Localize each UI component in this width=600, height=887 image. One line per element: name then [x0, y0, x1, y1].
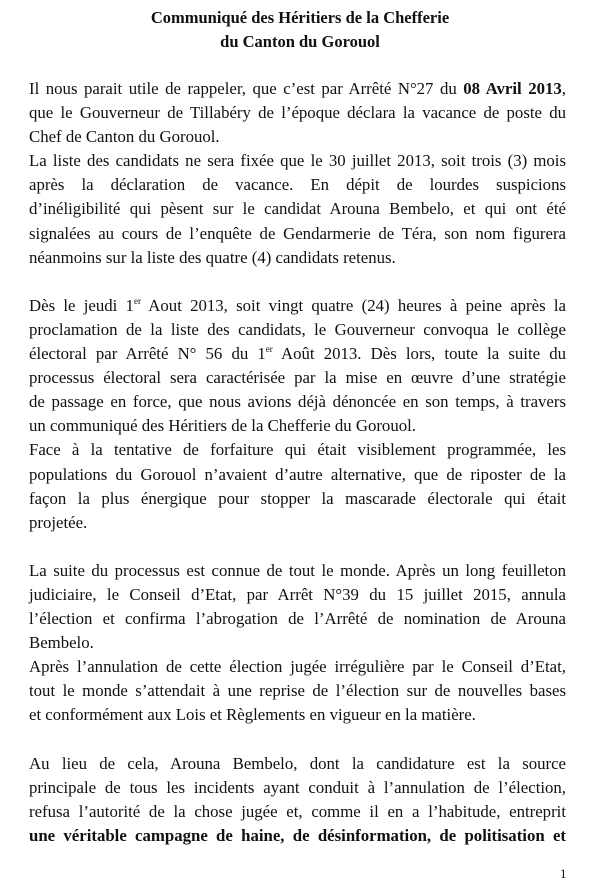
title-line-1: Communiqué des Héritiers de la Chefferie	[150, 8, 450, 27]
paragraph-gap	[29, 535, 566, 559]
text-line: façon la plus énergique pour stopper la mascarade électorale qui était	[29, 488, 566, 508]
text-span: Aout 2013, soit vingt quatre (24) heures à peine après la	[140, 295, 566, 315]
paragraph-2	[29, 294, 566, 535]
text-line: proclamation de la liste des candidats, le Gouverneur convoqua le collège	[29, 319, 566, 339]
text-line: La suite du processus est connue de tout le monde. Après un long feuilleton	[29, 560, 566, 580]
text-line: refusa l’autorité de la chose jugée et, comme il en a l’habitude, entreprit	[29, 801, 566, 821]
text-line: l’élection et confirma l’abrogation de l’Arrêté de nomination de Arouna	[29, 609, 566, 629]
text-line: néanmoins sur la liste des quatre (4) candidats retenus.	[29, 247, 396, 267]
text-line: projetée.	[29, 512, 88, 532]
text-line: après la déclaration de vacance. En dépit de lourdes suspicions	[29, 175, 566, 195]
text-line: principale de tous les incidents ayant conduit à l’annulation de l’élection,	[29, 777, 566, 797]
text-line	[29, 77, 566, 101]
text-line	[29, 294, 566, 318]
paragraph-3	[29, 559, 566, 728]
text-span: ,	[561, 79, 566, 98]
text-line: Au lieu de cela, Arouna Bembelo, dont la candidature est la source	[29, 753, 566, 773]
text-span: Août 2013. Dès lors, toute la suite du	[272, 344, 566, 364]
paragraph-gap	[29, 728, 566, 752]
document-title	[0, 6, 600, 54]
text-line: et conformément aux Lois et Règlements en vigueur en la matière.	[29, 705, 476, 725]
text-span: électoral par Arrêté N° 56 du 1	[29, 344, 266, 364]
text-line: un communiqué des Héritiers de la Chefferie du Gorouol.	[29, 416, 416, 436]
paragraph-gap	[29, 270, 566, 294]
text-line-bold: une véritable campagne de haine, de désinformation, de politisation et	[29, 825, 566, 845]
page-number: 1	[560, 866, 567, 881]
superscript: er	[133, 295, 141, 306]
text-line: populations du Gorouol n’avaient d’autre alternative, que de riposter de la	[29, 464, 566, 484]
text-line: judiciaire, le Conseil d’Etat, par Arrêt N°39 du 15 juillet 2015, annula	[29, 584, 566, 604]
text-line: La liste des candidats ne sera fixée que le 30 juillet 2013, soit trois (3) mois	[29, 151, 566, 171]
text-span: Il nous parait utile de rappeler, que c’est par Arrêté N°27 du	[29, 79, 464, 98]
text-line: que le Gouverneur de Tillabéry de l’époque déclara la vacance de poste du	[29, 103, 566, 123]
paragraph-4	[29, 752, 566, 848]
text-line: signalées au cours de l’enquête de Gendarmerie de Téra, son nom figurera	[29, 223, 566, 243]
text-line: Chef de Canton du Gorouol.	[29, 127, 220, 147]
title-line-2: du Canton du Gorouol	[220, 32, 380, 51]
text-line: de passage en force, que nous avions déjà dénoncée en son temps, à travers	[29, 392, 566, 412]
text-line: Après l’annulation de cette élection jugée irrégulière par le Conseil d’Etat,	[29, 657, 566, 677]
superscript: er	[265, 344, 273, 355]
text-line: d’inéligibilité qui pèsent sur le candidat Arouna Bembelo, et qui ont été	[29, 199, 566, 219]
text-span: Dès le jeudi 1	[29, 295, 134, 315]
text-line	[29, 342, 566, 366]
document-body	[29, 77, 566, 848]
bold-date: 08 Avril 2013	[463, 79, 562, 98]
paragraph-1	[29, 77, 566, 270]
text-line: processus électoral sera caractérisée par la mise en œuvre d’une stratégie	[29, 368, 566, 388]
text-line: Face à la tentative de forfaiture qui était visiblement programmée, les	[29, 440, 566, 460]
text-line: Bembelo.	[29, 633, 94, 653]
text-line: tout le monde s’attendait à une reprise de l’élection sur de nouvelles bases	[29, 681, 566, 701]
